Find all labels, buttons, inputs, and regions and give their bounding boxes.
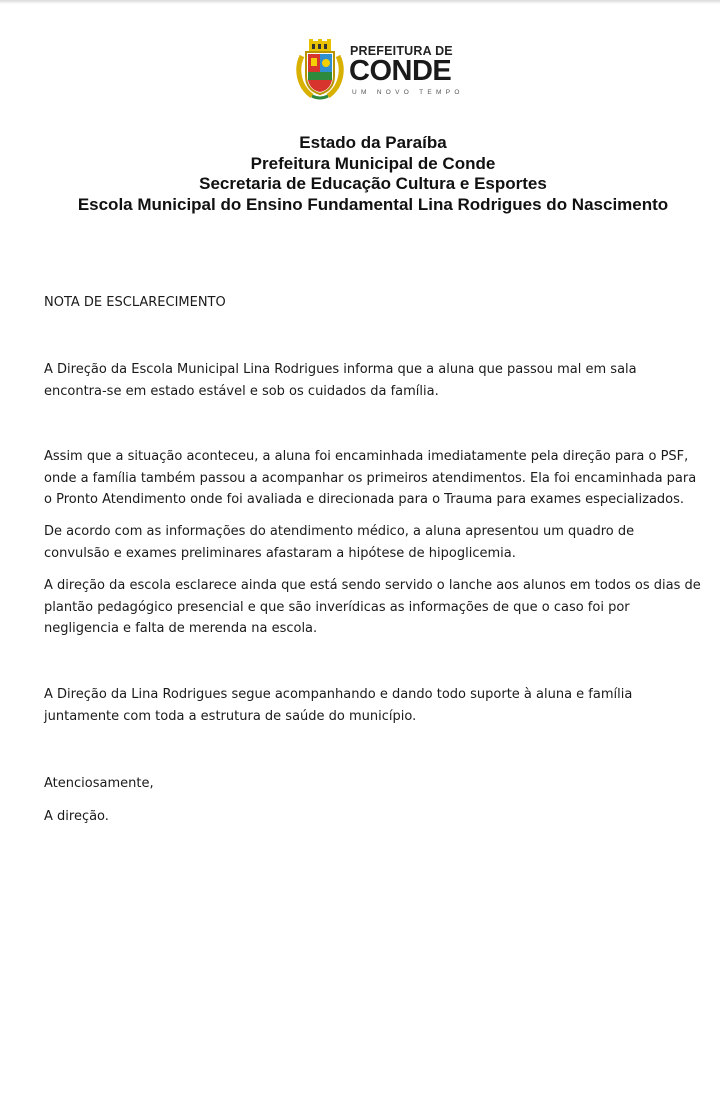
paragraph-line: A Direção da Escola Municipal Lina Rodrigues informa que a aluna que passou mal em sala (44, 362, 637, 377)
paragraph-line: A Direção da Lina Rodrigues segue acompanhando e dando todo suporte à aluna e família (44, 687, 633, 702)
paragraph-3 (44, 521, 704, 564)
logo-slogan: UM NOVO TEMPO (352, 89, 464, 96)
prefeitura-logo (296, 38, 464, 102)
paragraph-line: plantão pedagógico presencial e que são inverídicas as informações de que o caso foi por (44, 599, 630, 615)
paragraph-line: negligencia e falta de merenda na escola. (44, 621, 318, 636)
closing: Atenciosamente, (44, 776, 154, 791)
paragraph-2 (44, 446, 704, 511)
paragraph-line: o Pronto Atendimento onde foi avaliada e direcionada para o Trauma para exames especializados. (44, 492, 685, 507)
paragraph-line: A direção da escola esclarece ainda que está sendo servido o lanche aos alunos em todos os dias de (44, 578, 701, 593)
document-title: NOTA DE ESCLARECIMENTO (44, 295, 226, 310)
header-municipality: Prefeitura Municipal de Conde (250, 153, 496, 173)
logo-line-prefeitura: PREFEITURA DE (350, 44, 453, 58)
paragraph-line: encontra-se em estado estável e sob os cuidados da família. (44, 383, 439, 399)
header-state: Estado da Paraíba (299, 133, 447, 152)
paragraph-line: onde a família também passou a acompanhar os primeiros atendimentos. Ela foi encaminhada para (44, 470, 697, 486)
paragraph-line: juntamente com toda a estrutura de saúde do município. (44, 708, 417, 724)
paragraph-line: De acordo com as informações do atendimento médico, a aluna apresentou um quadro de (44, 524, 635, 539)
header-secretariat: Secretaria de Educação Cultura e Esportes (199, 174, 547, 193)
paragraph-1 (44, 359, 704, 402)
paragraph-line: Assim que a situação aconteceu, a aluna foi encaminhada imediatamente pela direção para o PSF, (44, 449, 689, 464)
coat-of-arms-icon (296, 38, 344, 102)
logo-line-conde: CONDE (349, 55, 452, 87)
paragraph-5 (44, 684, 704, 727)
document-header (0, 133, 720, 215)
header-school: Escola Municipal do Ensino Fundamental Lina Rodrigues do Nascimento (77, 194, 669, 214)
top-edge-shadow (0, 0, 720, 4)
signature: A direção. (44, 809, 109, 824)
paragraph-4 (44, 575, 704, 640)
paragraph-line: convulsão e exames preliminares afastaram a hipótese de hipoglicemia. (44, 545, 516, 561)
